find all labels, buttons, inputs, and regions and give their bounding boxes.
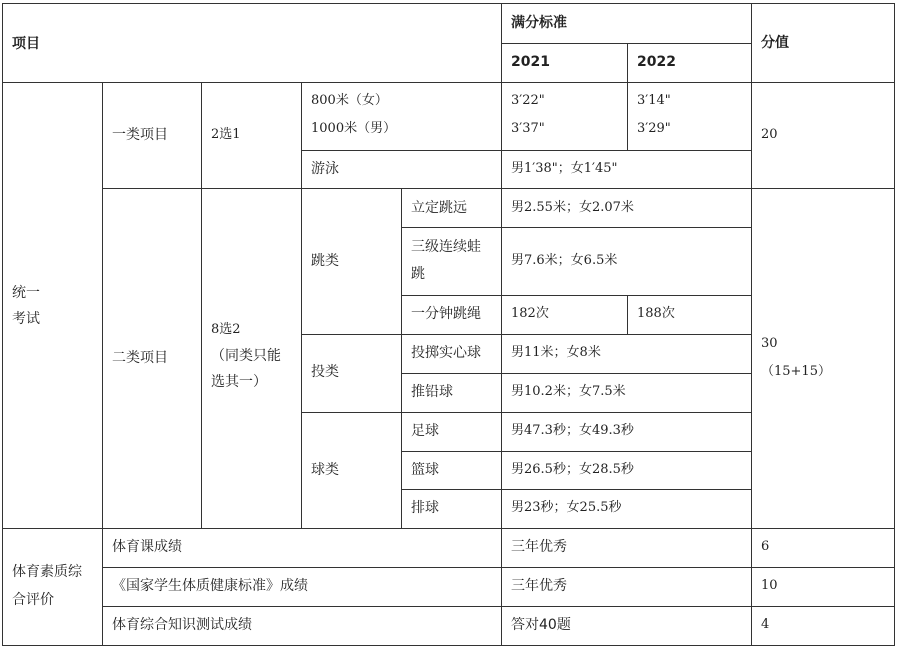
- grid-line: [301, 150, 752, 151]
- grid-line: [627, 43, 628, 151]
- medicine-ball-standard: 男11米；女8米: [511, 345, 601, 360]
- swim-standard: 男1′38"；女1′45": [511, 161, 618, 176]
- triple-jump-label: 三级连续蛙: [411, 239, 481, 255]
- health-standard-score: 10: [761, 578, 778, 593]
- unified-exam-label: 考试: [12, 311, 40, 327]
- grid-line: [301, 82, 302, 529]
- medicine-ball-label: 投掷实心球: [411, 345, 481, 361]
- triple-jump-standard: 男7.6米；女6.5米: [511, 253, 618, 268]
- health-standard-value: 三年优秀: [511, 578, 567, 594]
- run-1000-2021: 3′37": [511, 121, 545, 136]
- header-year-2022: 2022: [637, 54, 676, 70]
- rope-skip-2021: 182次: [511, 306, 549, 321]
- knowledge-test-score: 4: [761, 617, 770, 632]
- grid-line: [627, 295, 628, 335]
- class2-name: 二类项目: [112, 350, 168, 366]
- grid-line: [401, 451, 752, 452]
- class2-choice: （同类只能: [211, 348, 281, 364]
- basketball-label: 篮球: [411, 462, 439, 478]
- volleyball-label: 排球: [411, 500, 439, 516]
- knowledge-test-standard: 答对40题: [511, 617, 571, 633]
- grid-line: [2, 3, 895, 4]
- header-year-2021: 2021: [511, 54, 550, 70]
- grid-line: [401, 489, 752, 490]
- health-standard-label: 《国家学生体质健康标准》成绩: [112, 578, 308, 594]
- run-1000-2022: 3′29": [637, 121, 671, 136]
- knowledge-test-label: 体育综合知识测试成绩: [112, 617, 252, 633]
- class1-choice: 2选1: [211, 127, 241, 142]
- run-800-label: 800米（女）: [311, 93, 388, 108]
- comprehensive-label: 合评价: [12, 592, 54, 608]
- pe-course-standard: 三年优秀: [511, 539, 567, 555]
- football-standard: 男47.3秒；女49.3秒: [511, 423, 634, 438]
- run-1000-label: 1000米（男）: [311, 121, 397, 136]
- grid-line: [401, 295, 752, 296]
- run-800-2021: 3′22": [511, 93, 545, 108]
- grid-line: [2, 645, 895, 646]
- grid-line: [401, 373, 752, 374]
- basketball-standard: 男26.5秒；女28.5秒: [511, 462, 634, 477]
- header-item: 项目: [12, 36, 40, 52]
- long-jump-standard: 男2.55米；女2.07米: [511, 200, 634, 215]
- class1-score: 20: [761, 127, 778, 142]
- rope-skip-2022: 188次: [637, 306, 675, 321]
- class2-score: 30: [761, 336, 778, 351]
- run-800-2022: 3′14": [637, 93, 671, 108]
- grid-line: [102, 188, 895, 189]
- header-score: 分值: [761, 35, 789, 51]
- rope-skip-label: 一分钟跳绳: [411, 306, 481, 322]
- volleyball-standard: 男23秒；女25.5秒: [511, 500, 622, 515]
- grid-line: [102, 606, 895, 607]
- grid-line: [751, 3, 752, 646]
- long-jump-label: 立定跳远: [411, 200, 467, 216]
- grid-line: [401, 188, 402, 529]
- class1-name: 一类项目: [112, 127, 168, 143]
- class2-score: （15+15）: [761, 364, 831, 379]
- pe-course-score: 6: [761, 539, 770, 554]
- ball-category: 球类: [311, 462, 339, 478]
- grid-line: [501, 3, 502, 646]
- football-label: 足球: [411, 423, 439, 439]
- class2-choice: 8选2: [211, 322, 241, 337]
- unified-exam-label: 统一: [12, 285, 40, 301]
- class2-choice: 选其一）: [211, 374, 267, 390]
- grid-line: [102, 82, 103, 646]
- grid-line: [2, 82, 895, 83]
- grid-line: [301, 412, 752, 413]
- pe-course-label: 体育课成绩: [112, 539, 182, 555]
- grid-line: [894, 3, 895, 646]
- header-full-standard: 满分标准: [511, 15, 567, 31]
- jump-category: 跳类: [311, 253, 339, 269]
- throw-category: 投类: [311, 364, 339, 380]
- swim-label: 游泳: [311, 161, 339, 177]
- grid-line: [102, 567, 895, 568]
- shot-put-label: 推铅球: [411, 384, 453, 400]
- grid-line: [2, 3, 3, 646]
- comprehensive-label: 体育素质综: [12, 564, 82, 580]
- grid-line: [301, 334, 752, 335]
- grid-line: [201, 82, 202, 529]
- shot-put-standard: 男10.2米；女7.5米: [511, 384, 626, 399]
- grid-line: [401, 227, 752, 228]
- triple-jump-label: 跳: [411, 266, 425, 282]
- grid-line: [2, 528, 895, 529]
